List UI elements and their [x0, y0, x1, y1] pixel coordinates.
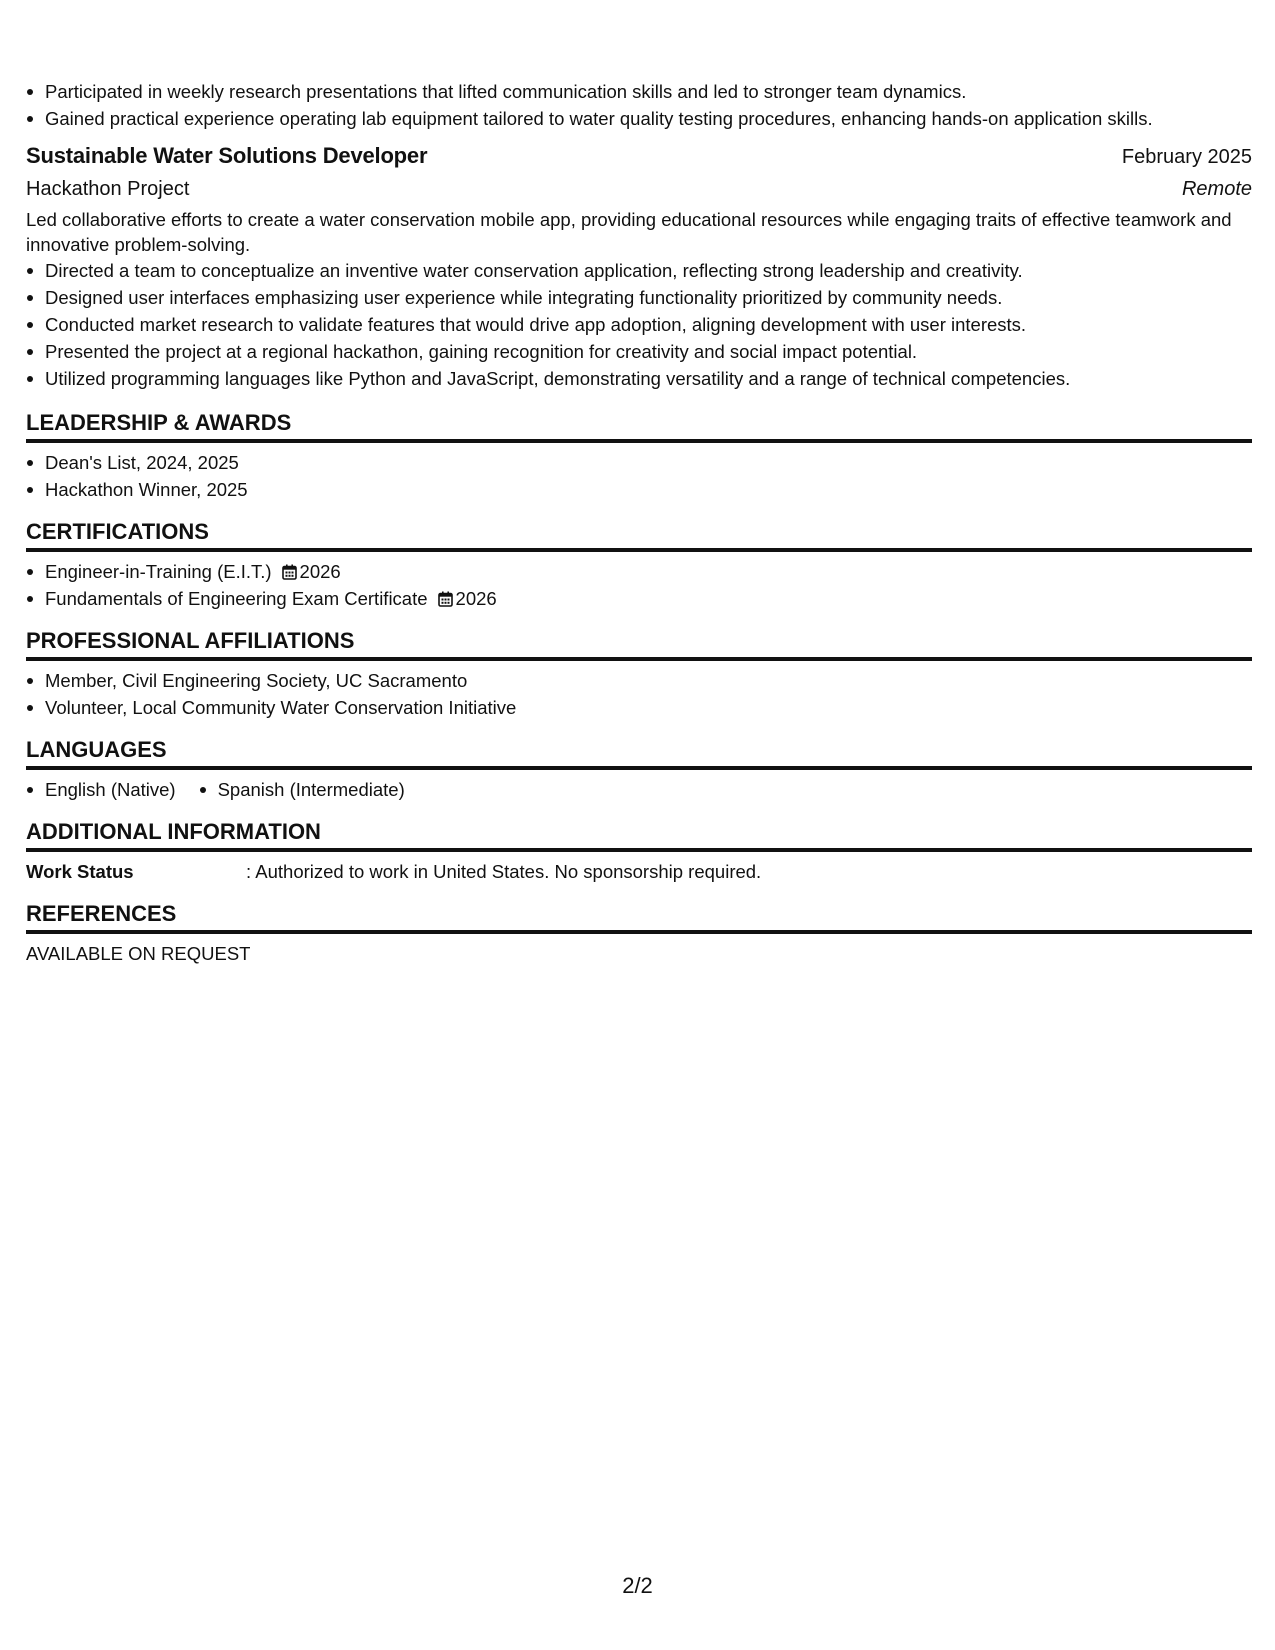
- resume-page-2: [26, 78, 1252, 967]
- project-title: Sustainable Water Solutions Developer: [26, 143, 428, 168]
- project-org: Hackathon Project: [26, 178, 190, 200]
- previous-role-bullets: [26, 78, 1252, 132]
- calendar-icon: [282, 564, 297, 580]
- section-title-certifications: CERTIFICATIONS: [26, 517, 1252, 552]
- certification-year: 2026: [455, 588, 497, 609]
- list-item: Utilized programming languages like Python and JavaScript, demonstrating versatility and a range of technical competencies.: [45, 365, 1252, 392]
- project-bullets: [26, 257, 1252, 392]
- page-number: 2/2: [622, 1573, 653, 1598]
- project-location: Remote: [1181, 178, 1252, 200]
- section-title-references: REFERENCES: [26, 899, 1252, 934]
- language-item: Spanish (Intermediate): [218, 776, 405, 803]
- list-item: Presented the project at a regional hackathon, gaining recognition for creativity and social impact potential.: [45, 338, 1252, 365]
- certification-item: [45, 585, 1252, 612]
- list-item: Member, Civil Engineering Society, UC Sacramento: [45, 667, 1252, 694]
- list-item: Conducted market research to validate features that would drive app adoption, aligning development with user interests.: [45, 311, 1252, 338]
- certification-name: Fundamentals of Engineering Exam Certificate: [45, 588, 428, 609]
- certification-item: [45, 558, 1252, 585]
- project-date: February 2025: [1121, 146, 1252, 168]
- section-title-affiliations: PROFESSIONAL AFFILIATIONS: [26, 626, 1252, 661]
- list-item: Designed user interfaces emphasizing user experience while integrating functionality prioritized by community needs.: [45, 284, 1252, 311]
- project-entry: [26, 140, 1252, 392]
- project-summary: Led collaborative efforts to create a water conservation mobile app, providing educational resources while engaging traits of effective teamwork and innovative problem-solving.: [26, 209, 1232, 255]
- list-item: Volunteer, Local Community Water Conservation Initiative: [45, 694, 1252, 721]
- section-title-languages: LANGUAGES: [26, 735, 1252, 770]
- work-status-value: : Authorized to work in United States. No sponsorship required.: [246, 861, 762, 882]
- certification-name: Engineer-in-Training (E.I.T.): [45, 561, 272, 582]
- list-item: Gained practical experience operating lab equipment tailored to water quality testing procedures, enhancing hands-on application skills.: [45, 105, 1252, 132]
- list-item: Directed a team to conceptualize an inventive water conservation application, reflecting strong leadership and creativity.: [45, 257, 1252, 284]
- list-item: Participated in weekly research presentations that lifted communication skills and led to stronger team dynamics.: [45, 78, 1252, 105]
- languages-list: [26, 776, 1252, 803]
- references-text: AVAILABLE ON REQUEST: [26, 943, 251, 964]
- calendar-icon: [438, 591, 453, 607]
- work-status-row: [26, 858, 1252, 885]
- certifications-list: [26, 558, 1252, 612]
- section-title-additional-info: ADDITIONAL INFORMATION: [26, 817, 1252, 852]
- leadership-list: [26, 449, 1252, 503]
- certification-year: 2026: [299, 561, 341, 582]
- list-item: Hackathon Winner, 2025: [45, 476, 1252, 503]
- work-status-label: Work Status: [26, 861, 134, 882]
- list-item: Dean's List, 2024, 2025: [45, 449, 1252, 476]
- language-item: English (Native): [45, 776, 176, 803]
- affiliations-list: [26, 667, 1252, 721]
- section-title-leadership: LEADERSHIP & AWARDS: [26, 408, 1252, 443]
